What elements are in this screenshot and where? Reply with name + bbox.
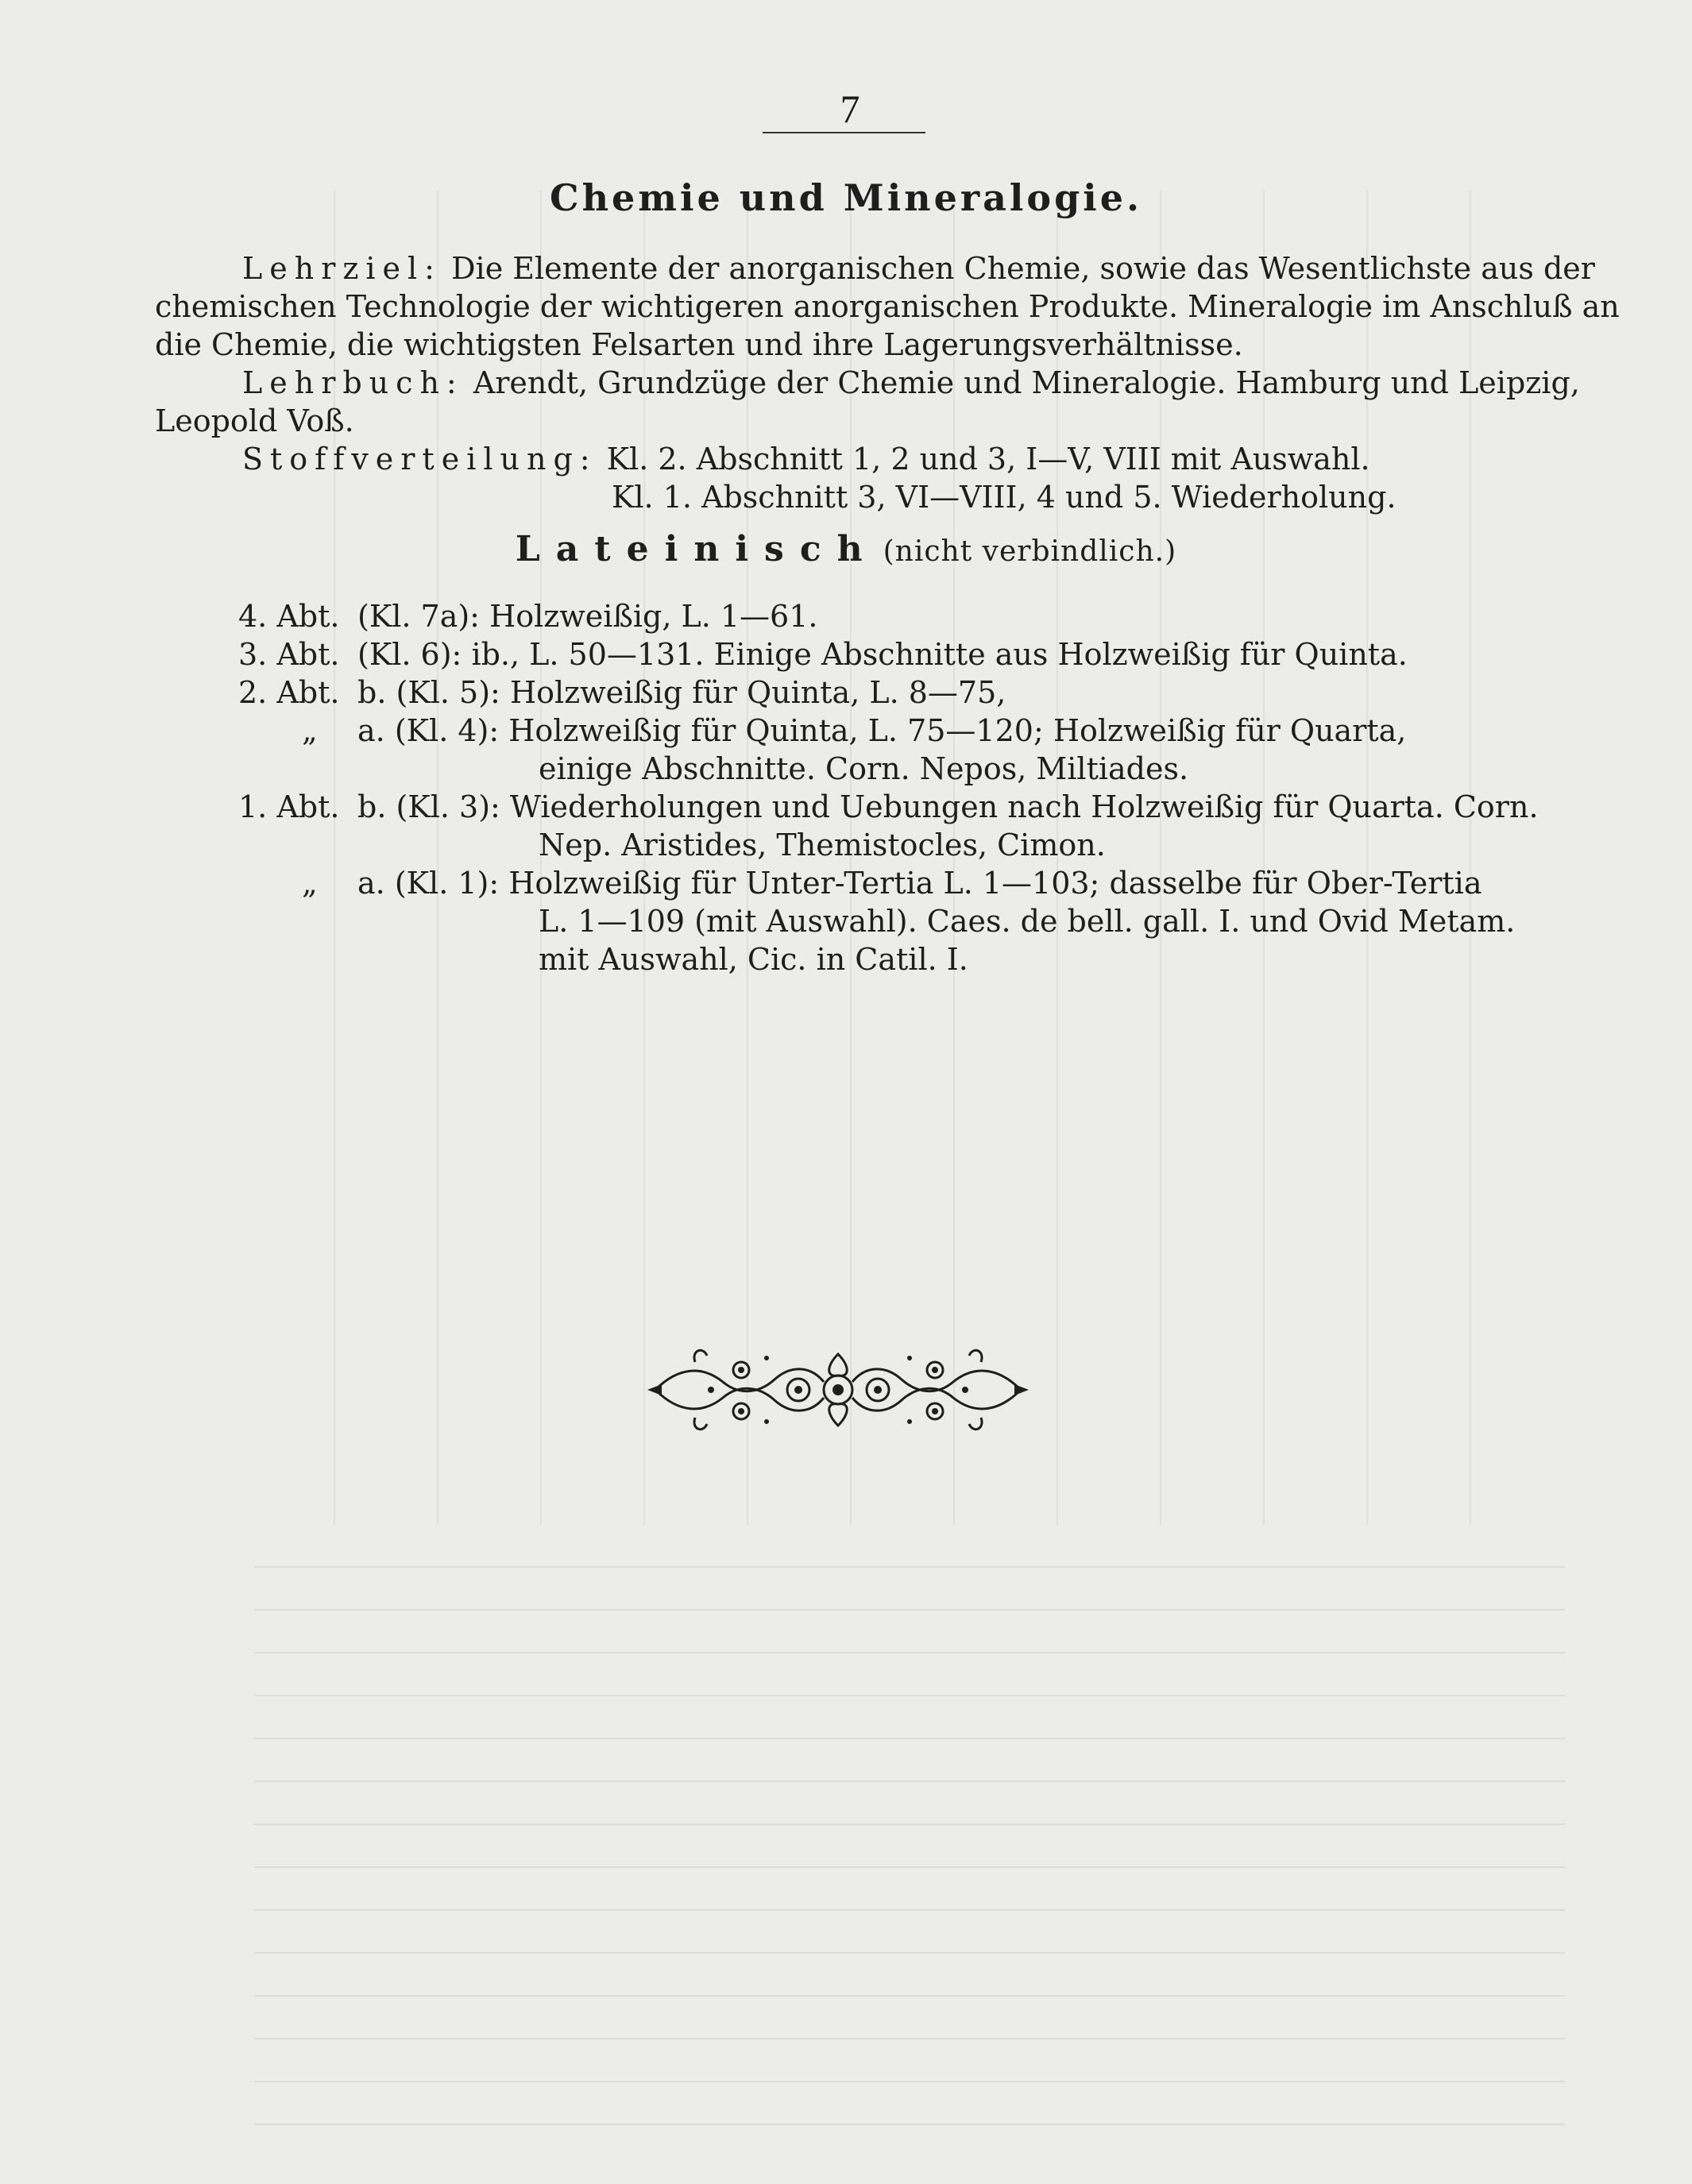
lehrziel-line-3: die Chemie, die wichtigsten Felsarten und ihre Lagerungsverhältnisse. [155, 327, 1243, 362]
latin-row-klasse: (Kl. 6): [357, 637, 462, 672]
latin-row-text: Holzweißig, L. 1—61. [489, 599, 818, 634]
latin-row-klasse: (Kl. 1): [394, 866, 500, 901]
lehrziel-line-1 [242, 249, 1595, 287]
stoffverteilung-line-2: Kl. 1. Abschnitt 3, VI—VIII, 4 und 5. Wiederholung. [612, 480, 1396, 515]
bleed-through-lines [254, 1525, 1565, 2125]
chemistry-heading: Chemie und Mineralogie. [549, 176, 1143, 219]
latin-row-division: 2. Abt. [238, 675, 340, 710]
ornament-vignette [647, 1338, 1029, 1441]
latin-row-continuation: mit Auswahl, Cic. in Catil. I. [539, 942, 968, 977]
latin-row-text: Holzweißig für Unter-Tertia L. 1—103; dasselbe für Ober-Tertia [508, 866, 1482, 901]
lehrbuch-line-2: Leopold Voß. [155, 403, 354, 438]
latin-row-subgroup: b. [357, 789, 387, 824]
latin-row-class [357, 788, 1539, 826]
stoffverteilung-label: Stoffverteilung: [242, 442, 597, 477]
lehrbuch-line-1 [242, 364, 1580, 402]
latin-row-division: 1. Abt. [238, 789, 340, 824]
latin-row-klasse: (Kl. 5): [396, 675, 500, 710]
latin-row-text: Holzweißig für Quinta, L. 8—75, [509, 675, 1006, 710]
latin-row-division: „ [302, 866, 318, 901]
latin-row-class [357, 864, 1482, 902]
page-number-rule [763, 132, 925, 133]
latin-row-class [357, 712, 1406, 750]
latin-row-class [357, 597, 817, 635]
latin-heading-note: (nicht verbindlich.) [883, 535, 1177, 568]
latin-row-class [357, 635, 1408, 673]
latin-row-division: „ [302, 713, 318, 748]
latin-row-continuation: L. 1—109 (mit Auswahl). Caes. de bell. gall. I. und Ovid Metam. [539, 904, 1516, 939]
lehrbuch-label: Lehrbuch: [242, 365, 464, 400]
lehrziel-line-2: chemischen Technologie der wichtigeren anorganischen Produkte. Mineralogie im Anschluß an [155, 289, 1620, 324]
latin-heading [0, 529, 1692, 569]
latin-row-division: 4. Abt. [238, 599, 340, 634]
latin-row-klasse: (Kl. 3): [396, 789, 500, 824]
lehrbuch-text-1: Arendt, Grundzüge der Chemie und Mineralogie. Hamburg und Leipzig, [473, 365, 1580, 400]
latin-row-division: 3. Abt. [238, 637, 340, 672]
latin-row-subgroup: b. [357, 675, 387, 710]
latin-row-text: Wiederholungen und Uebungen nach Holzweißig für Quarta. Corn. [509, 789, 1539, 824]
latin-heading-title: Lateinisch [515, 529, 879, 569]
stoffverteilung-line-1 [242, 440, 1370, 478]
latin-row-klasse: (Kl. 7a): [357, 599, 480, 634]
latin-row-class [357, 673, 1006, 712]
latin-row-subgroup: a. [357, 866, 385, 901]
latin-row-text: Holzweißig für Quinta, L. 75—120; Holzweißig für Quarta, [508, 713, 1407, 748]
page-number: 7 [840, 87, 860, 131]
lehrziel-label: Lehrziel: [242, 251, 442, 286]
lehrziel-text-1: Die Elemente der anorganischen Chemie, sowie das Wesentlichste aus der [451, 251, 1595, 286]
latin-row-continuation: einige Abschnitte. Corn. Nepos, Miltiades. [539, 751, 1189, 786]
latin-row-text: ib., L. 50—131. Einige Abschnitte aus Holzweißig für Quinta. [471, 637, 1408, 672]
latin-row-klasse: (Kl. 4): [394, 713, 500, 748]
stoffverteilung-text-1: Kl. 2. Abschnitt 1, 2 und 3, I—V, VIII mit Auswahl. [606, 442, 1370, 477]
latin-row-continuation: Nep. Aristides, Themistocles, Cimon. [539, 828, 1106, 862]
latin-row-subgroup: a. [357, 713, 385, 748]
